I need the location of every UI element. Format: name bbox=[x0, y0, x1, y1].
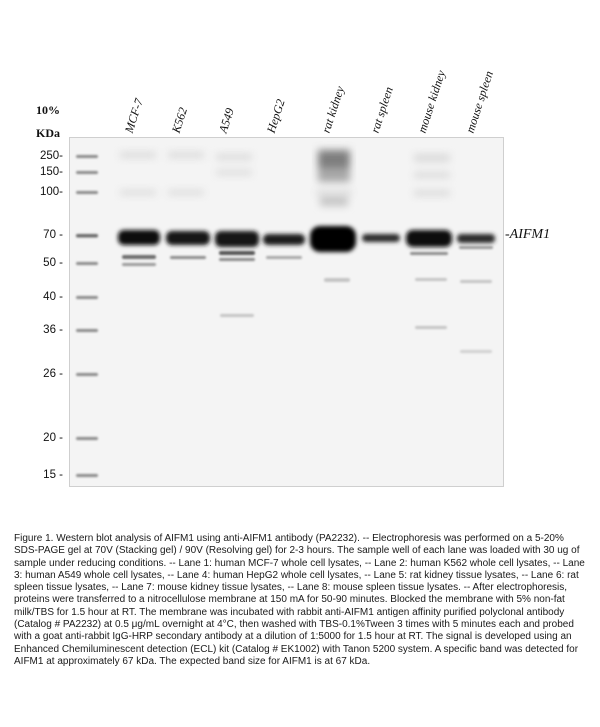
marker-label-150: 150- bbox=[39, 166, 63, 178]
marker-label-15: 15 - bbox=[43, 469, 63, 481]
blot-canvas bbox=[70, 138, 503, 486]
marker-label-20: 20 - bbox=[43, 432, 63, 444]
figure-caption: Figure 1. Western blot analysis of AIFM1 using anti-AIFM1 antibody (PA2232). -- Electrophoresis was performed on a 5-20% SDS-PAGE gel at 70V (Stacking gel) / 90V (Resolving gel) for 2-3 hours. The sample well of each lane was loaded with 30 ug of sample under reducing conditions. -- Lane 1: human MCF-7 whole cell lysates, -- Lane 2: human K562 whole cell lysates, -- Lane 3: human A549 whole cell lysates, -- Lane 4: human HepG2 whole cell lysates, -- Lane 5: rat kidney tissue lysates, -- Lane 6: rat spleen tissue lysates, -- Lane 7: mouse kidney tissue lysates, -- Lane 8: mouse spleen tissue lysates. -- After electrophoresis, proteins were transferred to a nitrocellulose membrane at 150 mA for 50-90 minutes. Blocked the membrane with 5% non-fat milk/TBS for 1.5 hour at RT. The membrane was incubated with rabbit anti-AIFM1 antigen affinity purified polyclonal antibody (Catalog # PA2232) at 0.5 μg/mL overnight at 4°C, then washed with TBS-0.1%Tween 3 times with 5 minutes each and probed with a goat anti-rabbit IgG-HRP secondary antibody at a dilution of 1:5000 for 1.5 hour at RT. The signal is developed using an Enhanced Chemiluminescent detection (ECL) kit (Catalog # EK1002) with Tanon 5200 system. A specific band was detected for AIFM1 at approximately 67 kDa. The expected band size for AIFM1 is at 67 kDa. bbox=[14, 533, 585, 667]
background-smears bbox=[120, 152, 450, 196]
lane-label-3: A549 bbox=[215, 106, 237, 135]
western-blot-image bbox=[69, 137, 504, 487]
band-lane-6 bbox=[362, 234, 400, 242]
rat-kidney-smear bbox=[318, 150, 350, 206]
marker-label-26: 26 - bbox=[43, 368, 63, 380]
marker-label-250: 250- bbox=[39, 150, 63, 162]
gel-percent-label: 10% bbox=[36, 103, 60, 117]
band-lane-5 bbox=[310, 226, 356, 252]
marker-label-100: 100- bbox=[39, 186, 63, 198]
marker-label-70: 70 - bbox=[43, 229, 63, 241]
marker-label-36: 36 - bbox=[43, 324, 63, 336]
target-protein-label: -AIFM1 bbox=[505, 227, 551, 242]
lane-label-8: mouse spleen bbox=[462, 69, 496, 135]
lane-label-5: rat kidney bbox=[318, 84, 347, 135]
marker-ladder bbox=[76, 155, 98, 477]
band-lane-8 bbox=[457, 234, 495, 243]
marker-label-50: 50 - bbox=[43, 257, 63, 269]
marker-label-40: 40 - bbox=[43, 291, 63, 303]
band-lane-2 bbox=[166, 231, 210, 245]
band-lane-4 bbox=[263, 234, 305, 245]
band-lane-1 bbox=[118, 230, 160, 245]
lane-label-7: mouse kidney bbox=[414, 68, 449, 135]
lane-label-1: MCF-7 bbox=[121, 96, 146, 135]
band-lane-7 bbox=[406, 230, 452, 247]
kda-unit-label: KDa bbox=[36, 126, 60, 140]
aifm1-bands bbox=[118, 226, 495, 353]
lane-label-4: HepG2 bbox=[263, 97, 288, 135]
lane-label-6: rat spleen bbox=[367, 85, 396, 135]
lane-label-2: K562 bbox=[168, 105, 191, 135]
band-lane-3 bbox=[215, 231, 259, 247]
